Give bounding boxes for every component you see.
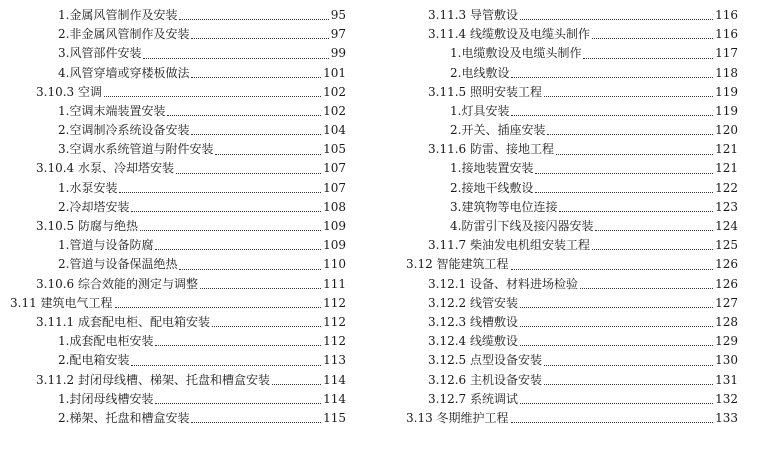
toc-entry-title: 3.11.1 成套配电柜、配电箱安装: [36, 314, 210, 329]
toc-entry-page: 126: [715, 257, 738, 272]
toc-entry-title: 3.11.4 线缆敷设及电缆头制作: [428, 27, 590, 42]
toc-entry-page: 115: [323, 410, 346, 425]
toc-entry-page: 114: [323, 391, 346, 406]
toc-entry-title: 3.11.2 封闭母线槽、梯架、托盘和槽盒安装: [36, 372, 270, 387]
toc-dot-leader: [119, 192, 321, 193]
toc-entry-page: 126: [715, 276, 738, 291]
toc-entry-page: 109: [323, 219, 346, 234]
toc-dot-leader: [155, 249, 321, 250]
toc-dot-leader: [511, 77, 713, 78]
toc-dot-leader: [511, 422, 714, 423]
toc-entry-title: 3.12.4 线缆敷设: [428, 334, 518, 349]
toc-dot-leader: [191, 77, 321, 78]
toc-entry: [396, 255, 738, 274]
toc-entry-title: 4.风管穿墙或穿楼板做法: [58, 65, 190, 80]
toc-entry: [0, 313, 346, 332]
toc-entry-title: 3.13 冬期维护工程: [406, 410, 509, 425]
toc-entry: [0, 351, 346, 370]
toc-dot-leader: [520, 403, 713, 404]
toc-entry: [0, 236, 346, 255]
toc-entry: [396, 198, 738, 217]
toc-entry-title: 2.冷却塔安装: [58, 199, 130, 214]
toc-entry-page: 107: [323, 161, 346, 176]
toc-dot-leader: [212, 326, 321, 327]
toc-entry-page: 121: [715, 142, 738, 157]
toc-entry: [0, 198, 346, 217]
toc-entry: [396, 44, 738, 63]
toc-entry: [0, 160, 346, 179]
toc-dot-leader: [155, 403, 321, 404]
toc-entry-page: 127: [715, 295, 738, 310]
toc-entry-page: 121: [715, 161, 738, 176]
toc-dot-leader: [104, 96, 321, 97]
toc-entry-title: 1.空调末端装置安装: [58, 103, 166, 118]
toc-dot-leader: [179, 19, 328, 20]
toc-entry-title: 3.12.6 主机设备安装: [428, 372, 542, 387]
toc-entry: [0, 83, 346, 102]
toc-dot-leader: [547, 134, 713, 135]
toc-entry-page: 119: [715, 84, 738, 99]
toc-entry: [396, 390, 738, 409]
toc-entry-title: 3.10.5 防腐与绝热: [36, 219, 138, 234]
toc-entry-page: 107: [323, 180, 346, 195]
toc-entry-title: 3.空调水系统管道与附件安装: [58, 142, 214, 157]
toc-dot-leader: [520, 326, 713, 327]
toc-dot-leader: [176, 173, 321, 174]
toc-entry: [396, 275, 738, 294]
toc-dot-leader: [179, 269, 321, 270]
toc-entry: [396, 409, 738, 428]
toc-entry: [0, 179, 346, 198]
toc-dot-leader: [556, 154, 713, 155]
toc-entry: [0, 6, 346, 25]
toc-entry-page: 120: [715, 123, 738, 138]
toc-entry-page: 109: [323, 238, 346, 253]
toc-dot-leader: [155, 345, 321, 346]
toc-entry-page: 112: [323, 295, 346, 310]
toc-entry-title: 2.开关、插座安装: [450, 123, 546, 138]
toc-entry-page: 117: [715, 46, 738, 61]
toc-dot-leader: [200, 288, 321, 289]
toc-entry-title: 2.配电箱安装: [58, 353, 130, 368]
toc-entry-page: 97: [330, 27, 346, 42]
toc-dot-leader: [215, 154, 321, 155]
toc-entry: [0, 44, 346, 63]
toc-dot-leader: [131, 211, 321, 212]
toc-entry-title: 3.10.6 综合效能的测定与调整: [36, 276, 198, 291]
toc-entry: [0, 294, 346, 313]
toc-dot-leader: [559, 211, 713, 212]
toc-dot-leader: [592, 249, 713, 250]
toc-entry-page: 124: [715, 219, 738, 234]
toc-entry: [0, 409, 346, 428]
toc-entry-title: 2.接地干线敷设: [450, 180, 534, 195]
toc-entry: [396, 313, 738, 332]
toc-entry-title: 3.12 智能建筑工程: [406, 257, 509, 272]
toc-entry-title: 1.接地装置安装: [450, 161, 534, 176]
toc-entry-title: 3.建筑物等电位连接: [450, 199, 558, 214]
toc-entry: [0, 140, 346, 159]
toc-entry: [396, 294, 738, 313]
toc-entry: [396, 236, 738, 255]
toc-entry: [0, 390, 346, 409]
toc-entry: [396, 371, 738, 390]
toc-entry: [396, 25, 738, 44]
toc-dot-leader: [511, 115, 713, 116]
toc-entry-title: 4.防雷引下线及接闪器安装: [450, 219, 594, 234]
toc-left-column: [0, 6, 346, 428]
toc-entry-page: 129: [715, 334, 738, 349]
toc-dot-leader: [535, 173, 713, 174]
toc-entry: [396, 121, 738, 140]
toc-entry-title: 3.11.3 导管敷设: [428, 7, 518, 22]
toc-entry: [0, 64, 346, 83]
toc-entry-page: 102: [323, 103, 346, 118]
toc-dot-leader: [520, 19, 713, 20]
toc-entry: [0, 275, 346, 294]
toc-entry-page: 122: [715, 180, 738, 195]
toc-entry-page: 131: [715, 372, 738, 387]
toc-entry-page: 123: [715, 199, 738, 214]
toc-entry: [0, 217, 346, 236]
toc-entry-page: 125: [715, 238, 738, 253]
toc-entry-title: 1.管道与设备防腐: [58, 238, 154, 253]
toc-entry: [396, 160, 738, 179]
toc-entry-page: 102: [323, 84, 346, 99]
toc-dot-leader: [583, 58, 713, 59]
toc-entry-title: 1.电缆敷设及电缆头制作: [450, 46, 582, 61]
toc-entry: [0, 121, 346, 140]
toc-dot-leader: [131, 365, 321, 366]
toc-dot-leader: [544, 384, 713, 385]
toc-dot-leader: [115, 307, 322, 308]
toc-entry-page: 112: [323, 314, 346, 329]
toc-entry-title: 2.电线敷设: [450, 65, 510, 80]
toc-entry-title: 3.11.7 柴油发电机组安装工程: [428, 238, 590, 253]
toc-entry-title: 2.梯架、托盘和槽盒安装: [58, 410, 190, 425]
toc-entry-page: 108: [323, 199, 346, 214]
toc-entry-page: 113: [323, 353, 346, 368]
toc-entry: [396, 64, 738, 83]
toc-entry-title: 3.11.5 照明安装工程: [428, 84, 542, 99]
toc-dot-leader: [191, 134, 321, 135]
toc-entry-page: 105: [323, 142, 346, 157]
toc-entry: [0, 25, 346, 44]
toc-entry: [396, 351, 738, 370]
toc-dot-leader: [520, 345, 713, 346]
toc-entry: [396, 6, 738, 25]
toc-dot-leader: [167, 115, 321, 116]
toc-entry-page: 95: [330, 7, 346, 22]
toc-entry-title: 3.12.3 线槽敷设: [428, 314, 518, 329]
toc-entry-title: 3.12.1 设备、材料进场检验: [428, 276, 578, 291]
toc-entry-page: 133: [715, 410, 738, 425]
toc-entry: [396, 332, 738, 351]
toc-entry-page: 118: [715, 65, 738, 80]
toc-entry: [0, 332, 346, 351]
toc-dot-leader: [544, 365, 713, 366]
toc-entry-title: 1.封闭母线槽安装: [58, 391, 154, 406]
toc-entry-title: 3.12.5 点型设备安装: [428, 353, 542, 368]
toc-entry: [396, 83, 738, 102]
toc-entry-page: 110: [323, 257, 346, 272]
toc-entry-page: 111: [323, 276, 346, 291]
toc-entry-page: 128: [715, 314, 738, 329]
toc-entry: [396, 140, 738, 159]
toc-entry: [396, 217, 738, 236]
toc-entry-page: 116: [715, 7, 738, 22]
toc-entry: [0, 102, 346, 121]
toc-dot-leader: [595, 230, 713, 231]
toc-entry-title: 3.11.6 防雷、接地工程: [428, 142, 554, 157]
toc-entry: [396, 102, 738, 121]
toc-entry: [396, 179, 738, 198]
toc-entry-title: 3.11 建筑电气工程: [10, 295, 113, 310]
toc-entry-page: 101: [323, 65, 346, 80]
toc-entry-title: 2.空调制冷系统设备安装: [58, 123, 190, 138]
toc-dot-leader: [140, 230, 321, 231]
toc-entry-title: 3.12.7 系统调试: [428, 391, 518, 406]
toc-entry: [0, 255, 346, 274]
toc-entry-title: 3.10.3 空调: [36, 84, 102, 99]
toc-dot-leader: [191, 38, 328, 39]
toc-entry-page: 112: [323, 334, 346, 349]
toc-entry-title: 3.风管部件安装: [58, 46, 142, 61]
toc-dot-leader: [520, 307, 713, 308]
toc-dot-leader: [535, 192, 713, 193]
toc-dot-leader: [191, 422, 321, 423]
toc-entry-title: 1.金属风管制作及安装: [58, 7, 178, 22]
toc-entry-page: 114: [323, 372, 346, 387]
toc-entry-title: 2.管道与设备保温绝热: [58, 257, 178, 272]
toc-entry-page: 130: [715, 353, 738, 368]
toc-dot-leader: [143, 58, 328, 59]
toc-entry-title: 1.水泵安装: [58, 180, 118, 195]
toc-entry-title: 1.灯具安装: [450, 103, 510, 118]
toc-dot-leader: [272, 384, 321, 385]
toc-dot-leader: [511, 269, 714, 270]
toc-entry: [0, 371, 346, 390]
toc-entry-title: 3.10.4 水泵、冷却塔安装: [36, 161, 174, 176]
toc-dot-leader: [544, 96, 713, 97]
toc-entry-page: 132: [715, 391, 738, 406]
toc-right-column: [396, 6, 738, 428]
toc-entry-title: 3.12.2 线管安装: [428, 295, 518, 310]
toc-entry-page: 99: [330, 46, 346, 61]
toc-entry-page: 116: [715, 27, 738, 42]
toc-entry-title: 2.非金属风管制作及安装: [58, 27, 190, 42]
toc-dot-leader: [580, 288, 713, 289]
toc-entry-page: 104: [323, 123, 346, 138]
toc-entry-page: 119: [715, 103, 738, 118]
toc-entry-title: 1.成套配电柜安装: [58, 334, 154, 349]
toc-dot-leader: [592, 38, 713, 39]
